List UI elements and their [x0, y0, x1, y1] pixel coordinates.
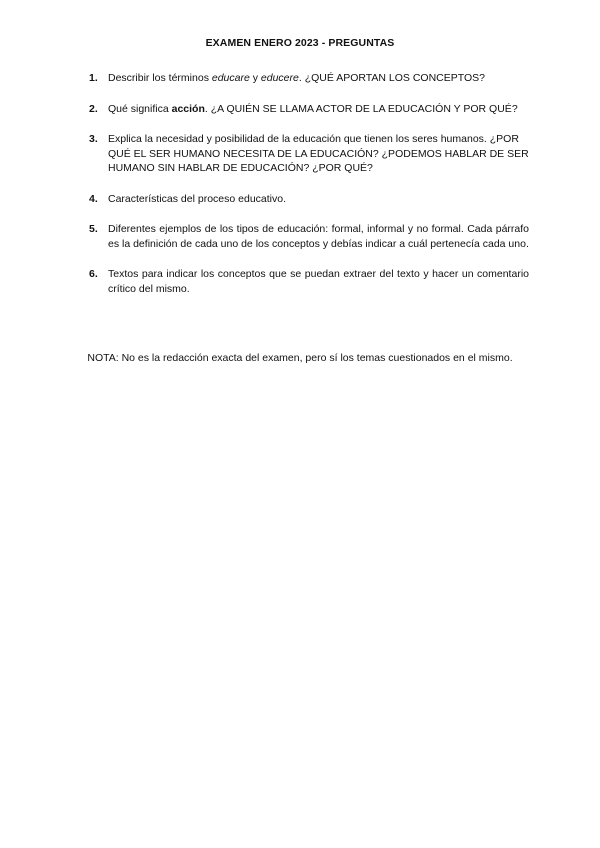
question-text: Diferentes ejemplos de los tipos de educación: formal, informal y no formal. Cada párrafo es la definición de cada uno de los conceptos y debías indicar a cuál pertenecía cada uno.: [108, 223, 529, 250]
question-number: 3.: [89, 133, 98, 145]
question-text: Características del proceso educativo.: [108, 192, 287, 205]
question-number: 2.: [89, 102, 98, 115]
document-title: EXAMEN ENERO 2023 - PREGUNTAS: [205, 37, 395, 49]
term-educere: educere: [260, 72, 299, 84]
question-text: y: [249, 72, 261, 84]
question-number: 6.: [89, 268, 98, 280]
footnote: NOTA: No es la redacción exacta del examen, pero sí los temas cuestionados en el mismo.: [87, 352, 513, 364]
question-text: Explica la necesidad y posibilidad de la educación que tienen los seres humanos. ¿POR QUÉ EL SER HUMANO NECESITA DE LA EDUCACIÓN? ¿PODEMOS HABLAR DE SER HUMANO SIN HABLAR DE EDUCACIÓN? ¿POR QUÉ?: [108, 133, 529, 174]
question-5: [89, 222, 529, 251]
question-text: Describir los términos: [108, 72, 212, 84]
question-4: [89, 192, 529, 207]
term-accion: acción: [171, 102, 205, 115]
question-text: Textos para indicar los conceptos que se puedan extraer del texto y hacer un comentario crítico del mismo.: [108, 268, 529, 295]
question-2: [89, 102, 529, 117]
question-number: 5.: [89, 223, 98, 235]
question-text: . ¿A QUIÉN SE LLAMA ACTOR DE LA EDUCACIÓN Y POR QUÉ?: [204, 102, 518, 115]
question-number: 1.: [89, 72, 98, 84]
term-educare: educare: [211, 72, 250, 84]
question-3: [89, 132, 529, 176]
question-text: . ¿QUÉ APORTAN LOS CONCEPTOS?: [298, 72, 485, 84]
questions-list: [89, 71, 529, 312]
question-text: Qué significa: [108, 102, 172, 115]
question-6: [89, 267, 529, 296]
question-number: 4.: [89, 192, 98, 205]
question-1: [89, 71, 529, 86]
